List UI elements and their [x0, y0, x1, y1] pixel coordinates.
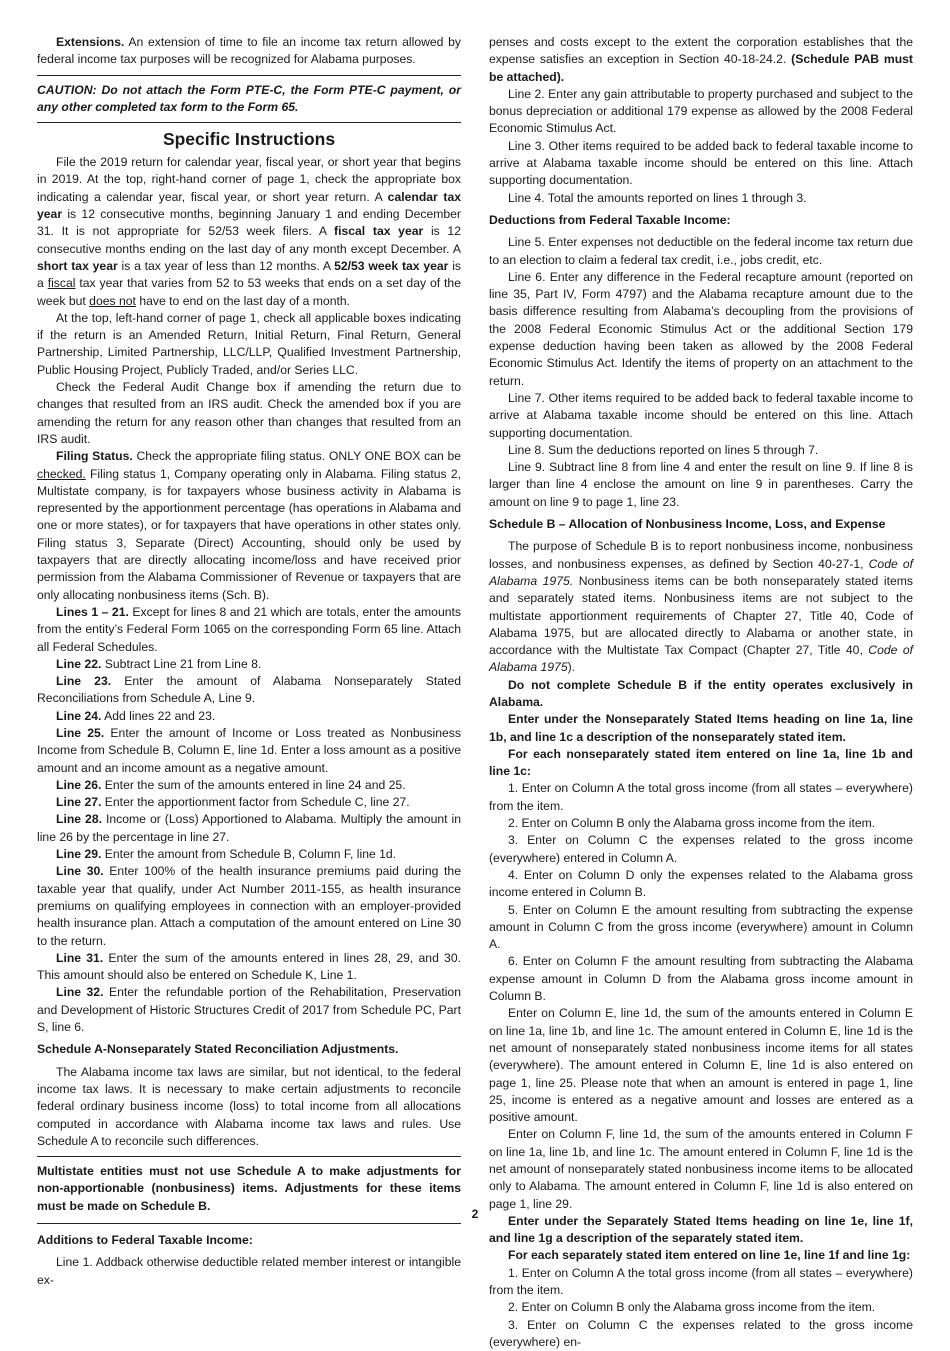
line-instruction: Line 32. Enter the refundable portion of the Rehabilitation, Preservation and Development of Historic Structures Credit of 2017 from Schedule PC, Part S, line 6. — [37, 985, 461, 1035]
line-instruction: Line 24. Add lines 22 and 23. — [56, 708, 216, 723]
tax-year-paragraph: File the 2019 return for calendar year, fiscal year, or short year that begins in 2019. At the top, right-hand corner of page 1, check the appropriate box indicating a calendar year, fiscal year, or short year return. A calendar tax year is 12 consecutive months, beginning January 1 and ending December 31. It is not appropriate for 52/53 week filers. A fiscal tax year is 12 consecutive months ending on the last day of any month except December. A short tax year is a tax year of less than 12 months. A 52/53 week tax year is a fiscal tax year that varies from 52 to 53 weeks that ends on a set day of the week but does not have to end on the last day of a month. — [37, 155, 462, 308]
line-instruction: Line 30. Enter 100% of the health insurance premiums paid during the taxable year that qualify, under Act Number 2011-155, as health insurance premiums on qualifying employees in connection with an employer-provided health insurance plan. Attach a computation of the amount entered on Line 30 to the return. — [37, 864, 461, 948]
page-number: 2 — [471, 1207, 479, 1221]
column-e-paragraph: Enter on Column E, line 1d, the sum of the amounts entered in Column E on line 1a, line 1b, and line 1c. The amount entered in Column E, line 1d is the net amount of nonseparately stated nonbusiness income items for all states (everywhere). The amount entered in Column E, line 1d is also entered on page 1, line 25. Please note that when an amount is entered in page 1, line 25, income is entered as a negative amount and losses are entered as a positive amount. — [489, 1006, 913, 1125]
divider — [37, 122, 461, 123]
list-item: 6. Enter on Column F the amount resulting from subtracting the Alabama expense amount in Column D from the Alabama gross income amount in Column B. — [489, 954, 913, 1004]
extensions-lead: Extensions. — [56, 35, 125, 49]
line4-text: Line 4. Total the amounts reported on lines 1 through 3. — [508, 190, 807, 205]
separately-each-note: For each separately stated item entered on line 1e, line 1f and line 1g: — [508, 1248, 911, 1263]
line-instruction: Lines 1 – 21. Except for lines 8 and 21 which are totals, enter the amounts from the entity’s Federal Form 1065 on the corresponding Form 65 line. Attach all Federal Schedules. — [37, 604, 461, 654]
schedule-a-text: The Alabama income tax laws are similar, but not identical, to the federal income tax laws. It is necessary to make certain adjustments to reconcile federal ordinary business income (loss) to total income from all allocations computed in accordance with Alabama income tax laws and rules. Use Schedule A to reconcile such differences. — [37, 1064, 461, 1148]
deductions-heading: Deductions from Federal Taxable Income: — [489, 212, 731, 227]
audit-paragraph: Check the Federal Audit Change box if amending the return due to changes that resulted from an IRS audit. Check the amended box if you are amending the return for any reason other than changes that resulted from an IRS audit. — [37, 380, 461, 446]
separately-heading-note: Enter under the Separately Stated Items heading on line 1e, line 1f, and line 1g a description of the separately stated item. — [489, 1213, 913, 1246]
line-instruction: Line 29. Enter the amount from Schedule B, Column F, line 1d. — [56, 847, 397, 862]
extensions-text: An extension of time to file an income tax return allowed by federal income tax purposes will be recognized for Alabama purposes. — [37, 35, 461, 67]
extensions-paragraph — [37, 34, 461, 69]
line1-continued: penses and costs except to the extent the corporation establishes that the expense satisfies an exception in Section 40-18-24.2. (Schedule PAB must be attached). — [489, 35, 913, 84]
line6-text: Line 6. Enter any difference in the Federal recapture amount (reported on line 35, Part IV, Form 4797) and the Alabama recapture amount due to the basis difference resulting from Alabama’s decoupling from the provisions of the 2008 Federal Economic Stimulus Act or the additional Section 179 expense deduction having been taken as allowed by the 2008 Federal Economic Stimulus Act. Identify the items of property on an attachment to the return. — [489, 269, 913, 388]
filing-status-paragraph: Filing Status. Check the appropriate filing status. ONLY ONE BOX can be checked. Filing status 1, Company operating only in Alabama. Filing status 2, Multistate company, is for taxpayers whose business activity in Alabama is represented by the apportionment percentage (has operations in Alabama and one or more states), or for taxpayers that have operations in other states only. Filing status 3, Separate (Direct) Accounting, should only be used by taxpayers that are directly allocating income/loss and have received prior permission from the Alabama Commissioner of Revenue or taxpayers that are only allocating nonbusiness items (Sch. B). — [37, 449, 461, 602]
list-item: 2. Enter on Column B only the Alabama gross income from the item. — [508, 1300, 876, 1315]
schedule-b-exclusive-note: Do not complete Schedule B if the entity operates exclusively in Alabama. — [489, 677, 913, 709]
line-instruction: Line 25. Enter the amount of Income or Loss treated as Nonbusiness Income from Schedule B, Column E, line 1d. Enter a loss amount as a positive amount and an income amount as a negative amount. — [37, 725, 461, 775]
list-item: 2. Enter on Column B only the Alabama gross income from the item. — [508, 816, 876, 831]
schedule-b-heading: Schedule B – Allocation of Nonbusiness Income, Loss, and Expense — [489, 517, 886, 532]
line-instruction: Line 31. Enter the sum of the amounts entered in lines 28, 29, and 30. This amount should also be entered on Schedule K, Line 1. — [37, 950, 461, 983]
line5-text: Line 5. Enter expenses not deductible on the federal income tax return due to an election to claim a federal tax credit, i.e., jobs credit, etc. — [489, 235, 913, 267]
line9-text: Line 9. Subtract line 8 from line 4 and enter the result on line 9. If line 8 is larger than line 4 enclose the amount on line 9 in parentheses. Carry the amount on line 9 to page 1, line 23. — [489, 460, 913, 509]
specific-instructions-title: Specific Instructions — [162, 129, 336, 150]
divider — [37, 75, 461, 76]
line8-text: Line 8. Sum the deductions reported on lines 5 through 7. — [508, 442, 819, 457]
left-column — [37, 34, 461, 1289]
line-instructions — [37, 604, 461, 1036]
checkbox-paragraph: At the top, left-hand corner of page 1, check all applicable boxes indicating if the return is an Amended Return, Initial Return, Final Return, General Partnership, Limited Partnership, LLC/LLP, Qualified Investment Partnership, Public Housing Project, Publicly Traded, and/or Series LLC. — [37, 310, 461, 377]
line-instruction: Line 28. Income or (Loss) Apportioned to Alabama. Multiply the amount in line 26 by the percentage in line 27. — [37, 812, 461, 844]
list-item: 3. Enter on Column C the expenses related to the gross income (everywhere) entered in Column A. — [489, 833, 913, 865]
line3-text: Line 3. Other items required to be added back to federal taxable income to arrive at Alabama taxable income should be entered on this line. Attach supporting documentation. — [489, 138, 913, 188]
schedule-b-text: The purpose of Schedule B is to report nonbusiness income, nonbusiness losses, and nonbusiness expenses, as defined by Section 40-27-1, Code of Alabama 1975. Nonbusiness items can be both nonseparately stated items and separately stated items. Nonbusiness items are not subject to the multistate apportionment requirements of Chapter 27, Title 40, Code of Alabama 1975, but are allocated directly to Alabama or another state, in accordance with the Multistate Tax Compact (Chapter 27, Title 40, Code of Alabama 1975). — [489, 539, 913, 675]
column-f-paragraph: Enter on Column F, line 1d, the sum of the amounts entered in Column F on line 1a, line 1b, and line 1c. The amount entered in Column F, line 1d is the net amount of nonseparately stated nonbusiness income items to be allocated only to Alabama. The amount entered in Column F, line 1d is also entered on page 1, line 29. — [489, 1127, 913, 1211]
additions-heading: Additions to Federal Taxable Income: — [37, 1233, 253, 1247]
line-instruction: Line 22. Subtract Line 21 from Line 8. — [56, 656, 262, 671]
nonseparately-heading-note: Enter under the Nonseparately Stated Items heading on line 1a, line 1b, and line 1c a description of the nonseparately stated item. — [489, 712, 913, 744]
line1-text: Line 1. Addback otherwise deductible related member interest or intangible ex- — [37, 1255, 461, 1287]
right-column — [489, 34, 913, 1351]
line-instruction: Line 27. Enter the apportionment factor from Schedule C, line 27. — [56, 795, 410, 810]
line-instruction: Line 23. Enter the amount of Alabama Nonseparately Stated Reconciliations from Schedule A, Line 9. — [37, 674, 461, 706]
nonseparately-each-note: For each nonseparately stated item entered on line 1a, line 1b and line 1c: — [489, 746, 913, 779]
line7-text: Line 7. Other items required to be added back to federal taxable income to arrive at Alabama taxable income should be entered on this line. Attach supporting documentation. — [489, 390, 913, 440]
line-instruction: Line 26. Enter the sum of the amounts entered in line 24 and 25. — [56, 777, 406, 792]
separately-items — [489, 1265, 913, 1351]
line2-text: Line 2. Enter any gain attributable to property purchased and subject to the bonus depreciation or additional 179 expense as allowed by the 2008 Federal Economic Stimulus Act. — [489, 86, 913, 136]
divider — [37, 1156, 461, 1157]
caution-note: CAUTION: Do not attach the Form PTE-C, the Form PTE-C payment, or any other completed tax form to the Form 65. — [37, 82, 461, 114]
list-item: 1. Enter on Column A the total gross income (from all states – everywhere) from the item. — [489, 1265, 913, 1298]
list-item: 4. Enter on Column D only the expenses related to the Alabama gross income entered in Column B. — [489, 867, 913, 900]
list-item: 3. Enter on Column C the expenses related to the gross income (everywhere) en- — [489, 1317, 913, 1349]
list-item: 1. Enter on Column A the total gross income (from all states – everywhere) from the item. — [489, 781, 913, 813]
multistate-note: Multistate entities must not use Schedule A to make adjustments for non-apportionable (nonbusiness) items. Adjustments for these items must be made on Schedule B. — [37, 1164, 461, 1213]
nonseparately-items — [489, 780, 913, 1005]
list-item: 5. Enter on Column E the amount resulting from subtracting the expense amount in Column C from the gross income (everywhere) amount in Column A. — [489, 902, 913, 952]
schedule-a-heading: Schedule A-Nonseparately Stated Reconciliation Adjustments. — [37, 1042, 399, 1057]
